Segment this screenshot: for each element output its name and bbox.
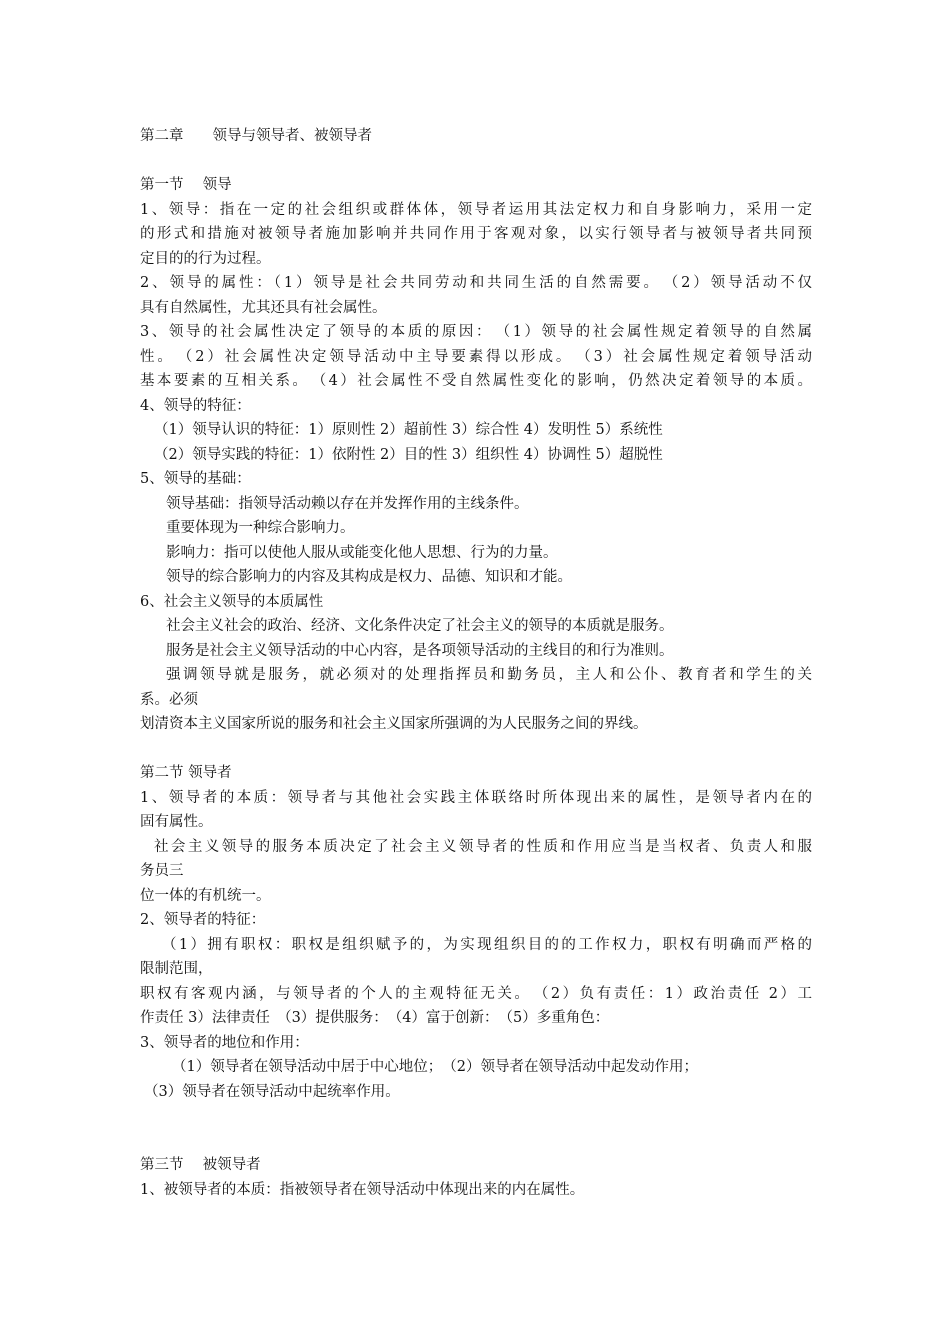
paragraph-line: 位一体的有机统一。: [140, 887, 271, 904]
list-item: （1）领导认识的特征：1）原则性 2）超前性 3）综合性 4）发明性 5）系统性: [154, 422, 663, 438]
paragraph-line: 划清资本主义国家所说的服务和社会主义国家所强调的为人民服务之间的界线。: [140, 716, 648, 732]
paragraph-line: 定目的的行为过程。: [140, 250, 271, 267]
paragraph-line: 重要体现为一种综合影响力。: [166, 520, 355, 536]
paragraph-line: 3、领导者的地位和作用：: [140, 1034, 309, 1051]
paragraph-line: 社会主义领导的服务本质决定了社会主义领导者的性质和作用应当是当权者、负责人和服: [154, 838, 812, 855]
paragraph-line: 的形式和措施对被领导者施加影响并共同作用于客观对象，以实行领导者与被领导者共同预: [140, 226, 812, 242]
document-page: [140, 124, 812, 1202]
paragraph-line: 2、领导的属性：（1）领导是社会共同劳动和共同生活的自然需要。 （2）领导活动不仅: [140, 275, 812, 291]
paragraph-line: 强调领导就是服务，就必须对的处理指挥员和勤务员，主人和公仆、教育者和学生的关: [166, 667, 812, 683]
list-item: （1）领导者在领导活动中居于中心地位； （2）领导者在领导活动中起发动作用；: [172, 1059, 698, 1075]
paragraph-line: 影响力：指可以使他人服从或能变化他人思想、行为的力量。: [166, 544, 558, 561]
list-item: （2）领导实践的特征：1）依附性 2）目的性 3）组织性 4）协调性 5）超脱性: [154, 446, 663, 463]
paragraph-line: 6、社会主义领导的本质属性: [140, 593, 324, 610]
paragraph-line: 4、领导的特征：: [140, 397, 251, 414]
paragraph-line: 3、领导的社会属性决定了领导的本质的原因： （1）领导的社会属性规定着领导的自然属: [140, 324, 812, 340]
paragraph-line: （1）拥有职权：职权是组织赋予的，为实现组织目的的工作权力，职权有明确而严格的: [162, 936, 812, 953]
section-heading: 第二节 领导者: [140, 765, 232, 781]
paragraph-line: 1、被领导者的本质：指被领导者在领导活动中体现出来的内在属性。: [140, 1181, 585, 1198]
paragraph-line: 基本要素的互相关系。 （4）社会属性不受自然属性变化的影响，仍然决定着领导的本质。: [140, 373, 812, 389]
paragraph-line: 5、领导的基础：: [140, 471, 251, 487]
paragraph-line: 务员三: [140, 863, 184, 879]
paragraph-line: 2、领导者的特征：: [140, 912, 266, 928]
paragraph-line: 领导基础：指领导活动赖以存在并发挥作用的主线条件。: [166, 495, 529, 512]
chapter-title: 第二章 领导与领导者、被领导者: [140, 128, 372, 144]
paragraph-line: 性。 （2）社会属性决定领导活动中主导要素得以形成。 （3）社会属性规定着领导活动: [140, 348, 812, 365]
paragraph-line: 限制范围，: [140, 961, 213, 977]
paragraph-line: 领导的综合影响力的内容及其构成是权力、品德、知识和才能。: [166, 569, 572, 585]
paragraph-line: 服务是社会主义领导活动的中心内容，是各项领导活动的主线目的和行为准则。: [166, 642, 674, 659]
paragraph-line: 作责任 3）法律责任 （3）提供服务： （4）富于创新： （5）多重角色：: [140, 1010, 610, 1026]
paragraph-line: 固有属性。: [140, 814, 213, 830]
paragraph-line: 系。必须: [140, 691, 198, 708]
section-heading: 第三节 被领导者: [140, 1157, 261, 1173]
paragraph-line: 1、领导者的本质：领导者与其他社会实践主体联络时所体现出来的属性，是领导者内在的: [140, 789, 812, 806]
list-item: （3）领导者在领导活动中起统率作用。: [144, 1083, 400, 1100]
paragraph-line: 具有自然属性，尤其还具有社会属性。: [140, 299, 387, 316]
paragraph-line: 社会主义社会的政治、经济、文化条件决定了社会主义的领导的本质就是服务。: [166, 618, 674, 634]
paragraph-line: 1、领导：指在一定的社会组织或群体体，领导者运用其法定权力和自身影响力，采用一定: [140, 201, 812, 218]
paragraph-line: 职权有客观内涵，与领导者的个人的主观特征无关。 （2）负有责任：1）政治责任 2）工: [140, 985, 812, 1002]
section-heading: 第一节 领导: [140, 177, 232, 193]
